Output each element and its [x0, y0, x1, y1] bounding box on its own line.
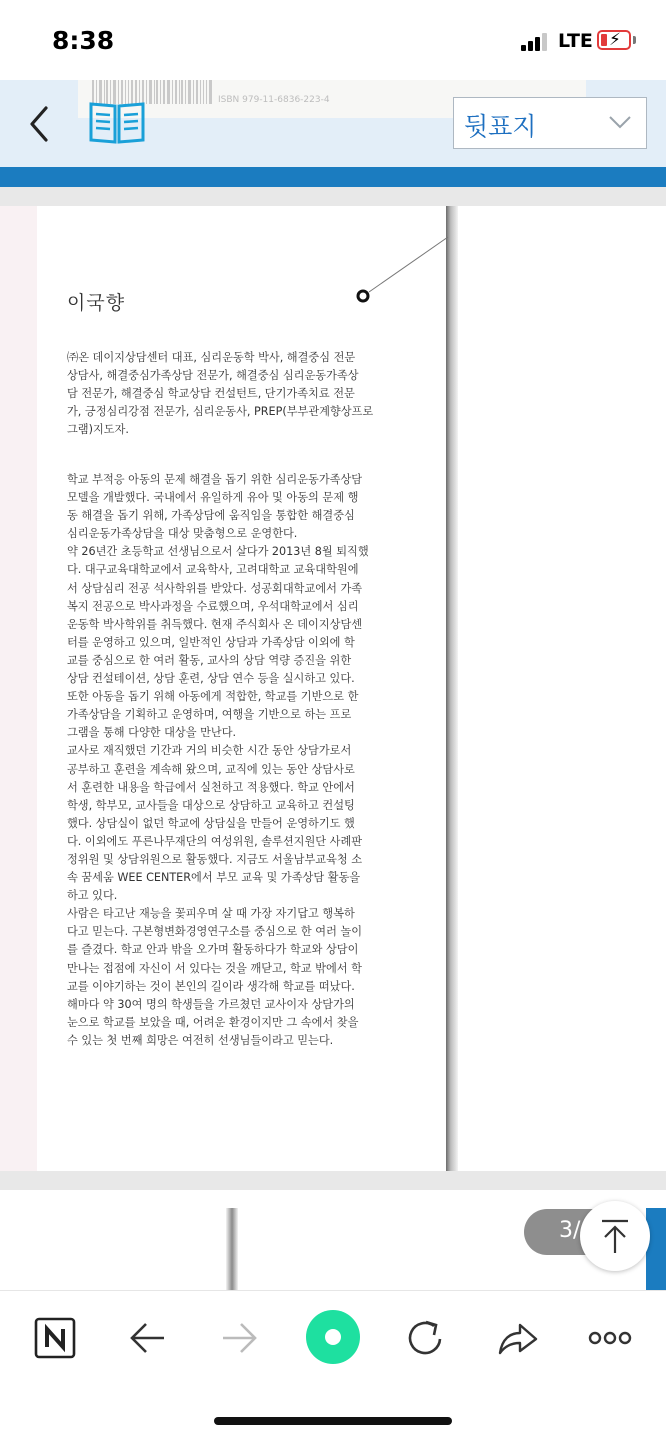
decorative-pointer-line — [0, 187, 666, 1190]
text-line: 운동학 박사학위를 취득했다. 현재 주식회사 온 데이지상담센 — [67, 617, 363, 631]
chevron-down-icon — [608, 112, 632, 132]
decorative-dot-icon — [358, 291, 368, 301]
text-line: 터를 운영하고 있으며, 일반적인 상담과 가족상담 이외에 학 — [67, 635, 355, 649]
isbn-text: ISBN 979-11-6836-223-4 — [218, 95, 330, 105]
scroll-to-top-button[interactable] — [580, 1201, 650, 1271]
text-line: 또한 아동을 돕기 위해 아동에게 적합한, 학교를 기반으로 한 — [67, 690, 359, 704]
arrow-left-icon[interactable] — [120, 1311, 174, 1365]
text-line: 교를 중심으로 한 여러 활동, 교사의 상담 역량 증진을 위한 — [67, 653, 352, 667]
signal-icon — [521, 33, 549, 51]
text-line: 하고 있다. — [67, 889, 118, 903]
text-line: 그램)지도자. — [67, 423, 129, 437]
arrow-right-icon[interactable] — [213, 1311, 267, 1365]
text-line: 가, 긍정심리강점 전문가, 심리운동사, PREP(부부관계향상프로 — [67, 405, 374, 419]
viewer-header — [0, 80, 666, 167]
text-line: 그램을 통해 다양한 대상을 만난다. — [67, 726, 237, 740]
text-line: 눈으로 학교를 보았을 때, 어려운 환경이지만 그 속에서 찾을 — [67, 1015, 359, 1029]
share-icon[interactable] — [490, 1311, 544, 1365]
text-line: 수 있는 첫 번째 희망은 여전히 선생님들이라고 믿는다. — [67, 1033, 334, 1047]
text-line: 복지 전공으로 박사과정을 수료했으며, 우석대학교에서 심리 — [67, 599, 359, 613]
arrow-up-to-top-icon — [580, 1201, 650, 1271]
text-line: 속 꿈세움 WEE CENTER에서 부모 교육 및 가족상담 활동을 — [67, 871, 361, 885]
text-line: 다. 이외에도 푸른나무재단의 여성위원, 솔루션지원단 사례판 — [67, 834, 363, 848]
text-line: 가족상담을 기획하고 운영하며, 여행을 기반으로 하는 프로 — [67, 708, 352, 722]
text-line: 해마다 약 30여 명의 학생들을 가르쳤던 교사이자 상담가의 — [67, 997, 355, 1011]
text-line: ㈜온 데이지상담센터 대표, 심리운동학 박사, 해결중심 전문 — [67, 351, 356, 364]
record-dot-icon[interactable] — [303, 1307, 363, 1367]
text-line: 학교 부적응 아동의 문제 해결을 돕기 위한 심리운동가족상담 — [67, 473, 363, 486]
text-line: 상담 컨설테이션, 상담 훈련, 상담 연수 등을 실시하고 있다. — [67, 672, 355, 686]
naver-n-icon[interactable] — [28, 1311, 82, 1365]
text-line: 했다. 상담실이 없던 학교에 상담실을 만들어 운영하기도 했 — [67, 816, 355, 830]
status-time: 8:38 — [52, 26, 115, 55]
text-line: 다고 믿는다. 구본형변화경영연구소를 중심으로 한 여러 놀이 — [67, 925, 363, 939]
more-icon[interactable] — [583, 1311, 637, 1365]
text-line: 담 전문가, 해결중심 학교상담 컨설턴트, 단기가족치료 전문 — [67, 387, 355, 401]
text-line: 교사로 재직했던 기간과 거의 비슷한 시간 동안 상담가로서 — [67, 744, 352, 758]
header-accent-strip — [0, 167, 666, 187]
page-select-dropdown[interactable] — [453, 97, 647, 149]
status-bar — [0, 0, 666, 80]
text-line: 상담사, 해결중심가족상담 전문가, 해결중심 심리운동가족상 — [67, 369, 359, 383]
browser-toolbar — [0, 1290, 666, 1440]
text-line: 정위원 및 상담위원으로 활동했다. 지금도 서울남부교육청 소 — [67, 852, 363, 866]
book-reader-area[interactable] — [0, 187, 666, 1190]
text-line: 모델을 개발했다. 국내에서 유일하게 유아 및 아동의 문제 행 — [67, 491, 359, 505]
text-line: 공부하고 훈련을 계속해 왔으며, 교직에 있는 동안 상담사로 — [67, 762, 355, 776]
text-line: 학생, 학부모, 교사들을 대상으로 상담하고 교육하고 컨설팅 — [67, 798, 355, 812]
text-line: 만나는 접점에 자신이 서 있다는 것을 깨닫고, 학교 밖에서 학 — [67, 961, 362, 975]
refresh-icon[interactable] — [398, 1311, 452, 1365]
back-button[interactable] — [22, 102, 56, 146]
text-line: 동 해결을 돕기 위해, 가족상담에 움직임을 통합한 해결중심 — [67, 509, 355, 523]
battery-icon — [597, 30, 631, 50]
network-type: LTE — [558, 30, 593, 52]
next-page-gutter — [226, 1208, 238, 1290]
author-name: 이국향 — [67, 292, 126, 314]
text-line: 서 상담심리 전공 석사학위를 받았다. 성공회대학교에서 가족 — [67, 581, 363, 595]
page-select-value: 뒷표지 — [464, 112, 537, 141]
text-line: 사람은 타고난 재능을 꽃피우며 살 때 가장 자기답고 행복하 — [67, 907, 355, 921]
text-line: 를 즐겼다. 학교 안과 밖을 오가며 활동하다가 학교와 상담이 — [67, 943, 359, 957]
text-line: 서 훈련한 내용을 학급에서 실천하고 적용했다. 학교 안에서 — [67, 780, 355, 794]
page-indicator-text: 3/ — [559, 1218, 581, 1243]
battery-tip — [633, 36, 636, 44]
text-line: 다. 대구교육대학교에서 교육학사, 고려대학교 교육대학원에 — [67, 563, 359, 577]
home-indicator — [214, 1417, 452, 1425]
text-line: 약 26년간 초등학교 선생님으로서 살다가 2013년 8월 퇴직했 — [67, 545, 369, 559]
text-line: 교를 이야기하는 것이 본인의 길이라 생각해 학교를 떠났다. — [67, 979, 355, 993]
charging-bolt-icon: ⚡ — [609, 30, 621, 50]
book-open-icon[interactable] — [88, 100, 146, 146]
text-line: 심리운동가족상담을 대상 맞춤형으로 운영한다. — [67, 527, 298, 541]
